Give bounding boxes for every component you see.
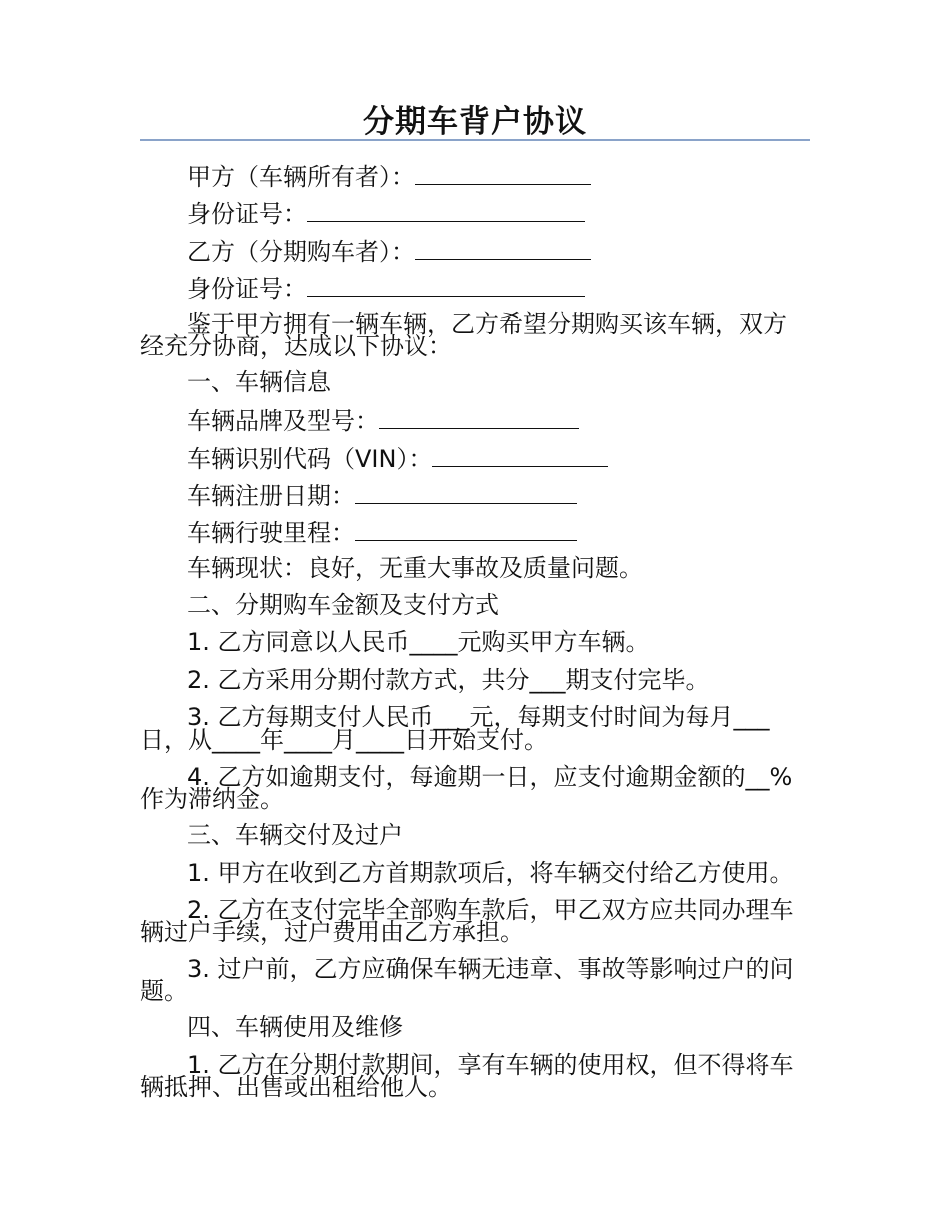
brand-line [140,406,867,434]
mileage-label: 车辆行驶里程： [187,519,355,547]
mileage-blank [355,518,577,541]
section3-item2-line2: 辆过户手续，过户费用由乙方承担。 [140,918,524,946]
party-a-id-line [140,199,867,227]
party-b-label: 乙方（分期购车者）： [187,238,415,266]
reg-date-blank [355,481,577,504]
party-b-id-blank [307,274,585,297]
vin-label: 车辆识别代码（VIN）： [187,445,433,473]
reg-date-line [140,481,867,509]
party-a-id-label: 身份证号： [187,200,307,228]
document-title: 分期车背户协议 [363,104,587,140]
brand-label: 车辆品牌及型号： [187,407,379,435]
party-a-id-blank [307,199,585,222]
section4-item1-line1: 1. 乙方在分期付款期间，享有车辆的使用权，但不得将车 [187,1051,794,1079]
section4-item1-line2: 辆抵押、出售或出租给他人。 [140,1073,452,1101]
section2-heading: 二、分期购车金额及支付方式 [187,591,499,619]
section1-heading: 一、车辆信息 [187,368,331,396]
section3-item2-line1: 2. 乙方在支付完毕全部购车款后，甲乙双方应共同办理车 [187,896,794,924]
section3-item1: 1. 甲方在收到乙方首期款项后，将车辆交付给乙方使用。 [187,859,794,887]
preamble-line-2: 经充分协商，达成以下协议： [140,332,452,360]
party-b-id-line [140,274,867,302]
preamble-line-1: 鉴于甲方拥有一辆车辆，乙方希望分期购买该车辆，双方 [187,310,787,338]
title-underline [140,139,810,141]
reg-date-label: 车辆注册日期： [187,482,355,510]
party-b-blank [415,237,591,260]
brand-blank [379,406,579,429]
section3-item3-line1: 3. 过户前，乙方应确保车辆无违章、事故等影响过户的问 [187,955,794,983]
section2-item4-line2: 作为滞纳金。 [140,785,284,813]
section3-item3-line2: 题。 [140,977,188,1005]
party-a-label: 甲方（车辆所有者）： [187,163,415,191]
condition-line: 车辆现状：良好，无重大事故及质量问题。 [187,554,643,582]
section2-item4-line1: 4. 乙方如逾期支付，每逾期一日，应支付逾期金额的__% [187,763,793,791]
vin-blank [432,444,608,467]
section2-item2: 2. 乙方采用分期付款方式，共分___期支付完毕。 [187,666,710,694]
section3-heading: 三、车辆交付及过户 [187,821,403,849]
section2-item3-line1: 3. 乙方每期支付人民币___元，每期支付时间为每月___ [187,703,770,731]
party-a-line [140,162,867,190]
vin-line [140,444,867,472]
section2-item1: 1. 乙方同意以人民币____元购买甲方车辆。 [187,628,650,656]
section2-item3-line2: 日，从____年____月____日开始支付。 [140,726,548,754]
mileage-line [140,518,867,546]
party-b-id-label: 身份证号： [187,275,307,303]
party-b-line [140,237,867,265]
party-a-blank [415,162,591,185]
section4-heading: 四、车辆使用及维修 [187,1013,403,1041]
